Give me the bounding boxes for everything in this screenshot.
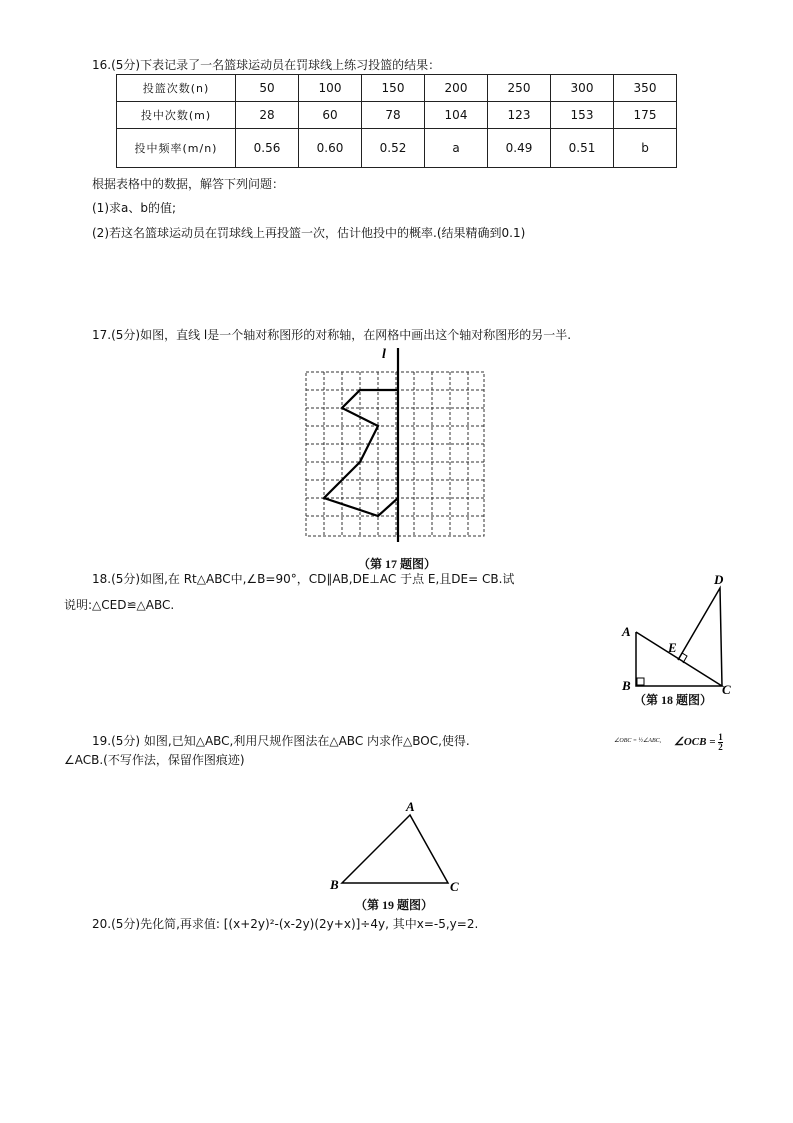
dashed-grid (306, 372, 484, 536)
label-a: A (406, 799, 415, 814)
label-d: D (714, 572, 724, 587)
table-cell: 0.52 (362, 129, 425, 168)
table-cell: a (425, 129, 488, 168)
table-cell: 150 (362, 75, 425, 102)
q16-title: 16.(5分)下表记录了一名篮球运动员在罚球线上练习投篮的结果： (92, 58, 441, 72)
table-cell: 0.60 (299, 129, 362, 168)
triangle-abc (342, 815, 448, 883)
q19-condition-obc: ∠OBC = ½∠ABC, (614, 738, 662, 744)
header-cell: 投篮次数(n) (117, 75, 236, 102)
fraction-numerator: 1 (718, 732, 723, 742)
q16-intro: 根据表格中的数据，解答下列问题： (92, 177, 285, 191)
table-cell: 250 (488, 75, 551, 102)
table-cell: 100 (299, 75, 362, 102)
q18-triangle-figure (620, 568, 740, 708)
q19-ocb-text: ∠OCB = (674, 736, 716, 749)
table-cell: 300 (551, 75, 614, 102)
table-cell: 350 (614, 75, 677, 102)
table-cell: 123 (488, 102, 551, 129)
shooting-results-table (116, 74, 677, 168)
header-cell: 投中次数(m) (117, 102, 236, 129)
table-cell: 104 (425, 102, 488, 129)
table-cell: 175 (614, 102, 677, 129)
q16-part1: (1)求a、b的值; (92, 201, 177, 215)
q17-text: 17.(5分)如图，直线 l是一个轴对称图形的对称轴，在网格中画出这个轴对称图形的另一半. (92, 328, 572, 342)
right-angle-mark-b (637, 678, 644, 685)
q17-grid-figure (300, 340, 500, 550)
q19-condition-ocb (674, 733, 723, 752)
triangle-cde (678, 588, 722, 686)
label-a: A (622, 624, 631, 639)
label-b: B (622, 678, 631, 693)
table-cell: 0.51 (551, 129, 614, 168)
table-cell: 50 (236, 75, 299, 102)
half-figure-polyline (324, 390, 398, 516)
q16-part2: (2)若这名篮球运动员在罚球线上再投篮一次，估计他投中的概率.(结果精确到0.1) (92, 226, 526, 240)
table-cell: 28 (236, 102, 299, 129)
table-row (117, 75, 677, 102)
fraction-denominator: 2 (718, 742, 723, 752)
table-row (117, 102, 677, 129)
axis-label-l: l (382, 347, 386, 362)
table-cell: b (614, 129, 677, 168)
table-cell: 78 (362, 102, 425, 129)
q18-line1: 18.(5分)如图,在 Rt△ABC中,∠B=90°，CD∥AB,DE⊥AC 于点 E,且DE= CB.试 (92, 572, 515, 586)
label-b: B (330, 877, 339, 892)
label-c: C (450, 879, 459, 894)
header-cell: 投中频率(m/n) (117, 129, 236, 168)
table-cell: 153 (551, 102, 614, 129)
label-e: E (668, 640, 677, 655)
q19-text: 19.(5分) 如图,已知△ABC,利用尺规作图法在△ABC 内求作△BOC,使得. (92, 734, 470, 748)
q19-line2: ∠ACB.(不写作法，保留作图痕迹) (64, 753, 245, 767)
q18-caption: （第 18 题图） (634, 693, 713, 707)
table-cell: 0.49 (488, 129, 551, 168)
q19-triangle-figure (325, 795, 470, 895)
table-cell: 0.56 (236, 129, 299, 168)
q20-text: 20.(5分)先化简,再求值: [(x+2y)²-(x-2y)(2y+x)]÷4y, 其中x=-5,y=2. (92, 917, 479, 931)
table-row (117, 129, 677, 168)
q17-caption: （第 17 题图） (358, 557, 437, 571)
q19-caption: （第 19 题图） (355, 898, 434, 912)
fraction-one-half (718, 733, 723, 752)
table-cell: 60 (299, 102, 362, 129)
label-c: C (722, 682, 731, 697)
q18-line2: 说明:△CED≌△ABC. (64, 598, 175, 612)
table-cell: 200 (425, 75, 488, 102)
